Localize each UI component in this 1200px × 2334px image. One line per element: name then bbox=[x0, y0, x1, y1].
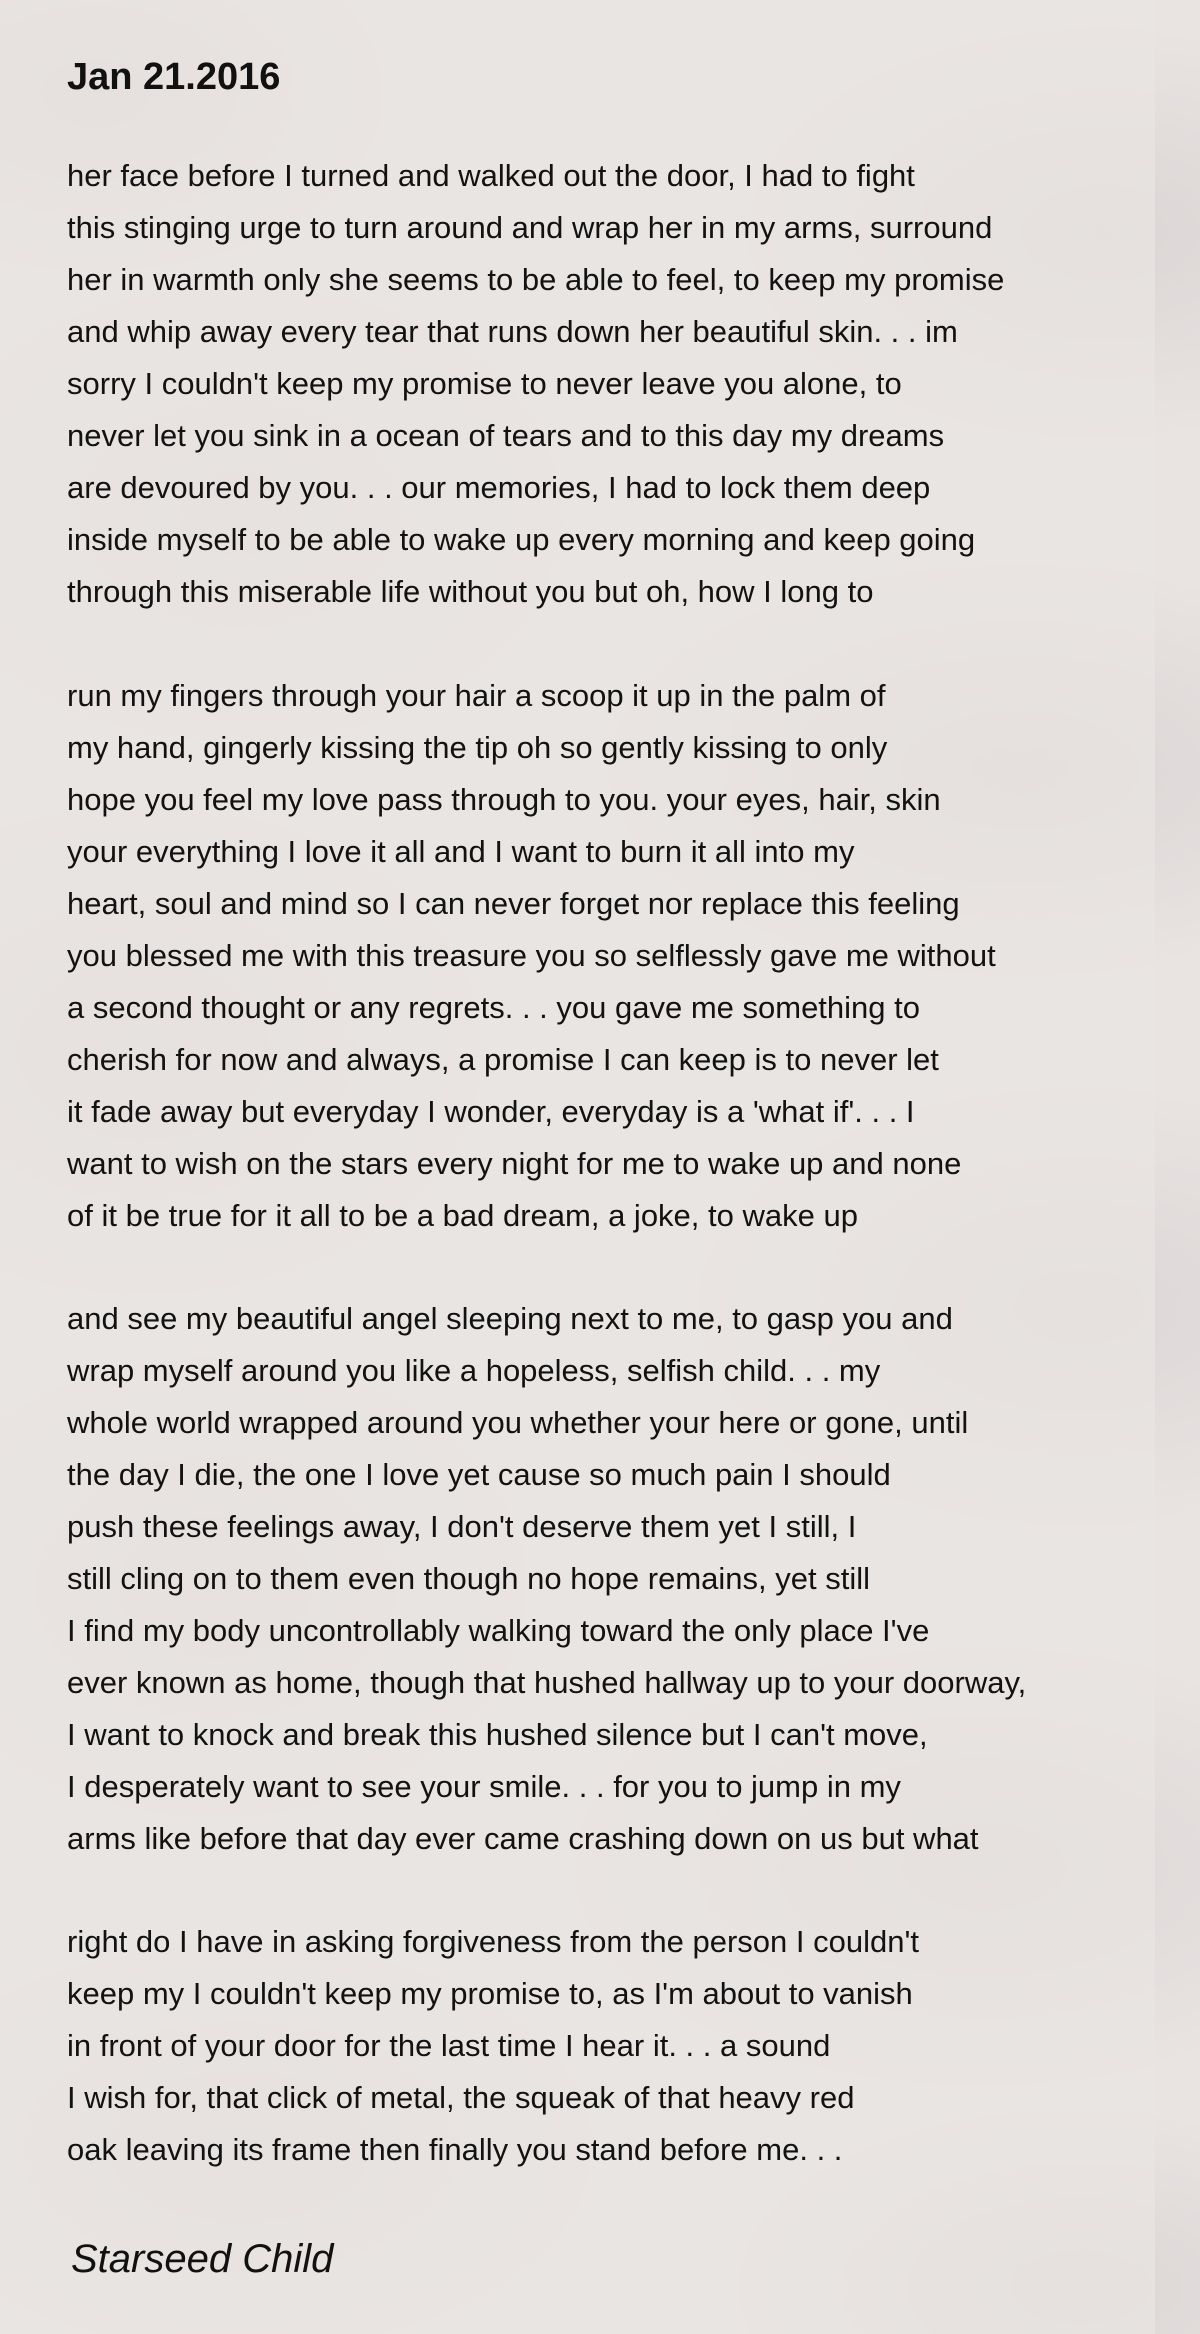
poem-line: through this miserable life without you but oh, how I long to bbox=[67, 574, 874, 609]
poem-author: Starseed Child bbox=[71, 2237, 334, 2281]
poem-line: I want to knock and break this hushed silence but I can't move, bbox=[67, 1717, 928, 1752]
stanza-3 bbox=[67, 1293, 1026, 1865]
poem-title: Jan 21.2016 bbox=[67, 56, 281, 98]
poem-line: want to wish on the stars every night for me to wake up and none bbox=[67, 1146, 962, 1181]
poem-line: arms like before that day ever came crashing down on us but what bbox=[67, 1821, 979, 1856]
poem-line: are devoured by you. . . our memories, I had to lock them deep bbox=[67, 470, 931, 505]
poem-line: hope you feel my love pass through to you. your eyes, hair, skin bbox=[67, 782, 941, 817]
stanza-4 bbox=[67, 1916, 919, 2176]
poem-line: her face before I turned and walked out the door, I had to fight bbox=[67, 158, 915, 193]
poem-line: right do I have in asking forgiveness from the person I couldn't bbox=[67, 1924, 920, 1959]
poem-line: run my fingers through your hair a scoop it up in the palm of bbox=[67, 678, 886, 713]
poem-line: oak leaving its frame then finally you stand before me. . . bbox=[67, 2132, 843, 2167]
poem-line: I find my body uncontrollably walking toward the only place I've bbox=[67, 1613, 930, 1648]
poem-line: the day I die, the one I love yet cause so much pain I should bbox=[67, 1457, 891, 1492]
poem-line: ever known as home, though that hushed hallway up to your doorway, bbox=[67, 1665, 1027, 1700]
poem-line: a second thought or any regrets. . . you gave me something to bbox=[67, 990, 920, 1025]
poem-line: heart, soul and mind so I can never forget nor replace this feeling bbox=[67, 886, 960, 921]
poem-line: in front of your door for the last time I hear it. . . a sound bbox=[67, 2028, 831, 2063]
poem-line: your everything I love it all and I want to burn it all into my bbox=[67, 834, 855, 869]
poem-line: inside myself to be able to wake up every morning and keep going bbox=[67, 522, 976, 557]
stanza-2 bbox=[67, 670, 996, 1242]
poem-line: you blessed me with this treasure you so selflessly gave me without bbox=[67, 938, 996, 973]
poem-line: sorry I couldn't keep my promise to never leave you alone, to bbox=[67, 366, 902, 401]
poem-line: wrap myself around you like a hopeless, selfish child. . . my bbox=[67, 1353, 881, 1388]
stanza-1 bbox=[67, 150, 1004, 618]
poem-line: it fade away but everyday I wonder, everyday is a 'what if'. . . I bbox=[67, 1094, 915, 1129]
poem-line: I desperately want to see your smile. . . for you to jump in my bbox=[67, 1769, 901, 1804]
poem-line: my hand, gingerly kissing the tip oh so gently kissing to only bbox=[67, 730, 888, 765]
poem-line: whole world wrapped around you whether your here or gone, until bbox=[67, 1405, 969, 1440]
poem-line: cherish for now and always, a promise I can keep is to never let bbox=[67, 1042, 939, 1077]
poem-line: keep my I couldn't keep my promise to, as I'm about to vanish bbox=[67, 1976, 913, 2011]
poem-line: never let you sink in a ocean of tears and to this day my dreams bbox=[67, 418, 945, 453]
poem-line: still cling on to them even though no hope remains, yet still bbox=[67, 1561, 871, 1596]
poem-line: push these feelings away, I don't deserve them yet I still, I bbox=[67, 1509, 857, 1544]
poem-line: her in warmth only she seems to be able to feel, to keep my promise bbox=[67, 262, 1005, 297]
poem-line: this stinging urge to turn around and wrap her in my arms, surround bbox=[67, 210, 993, 245]
poem-line: and see my beautiful angel sleeping next to me, to gasp you and bbox=[67, 1301, 953, 1336]
poem-line: and whip away every tear that runs down her beautiful skin. . . im bbox=[67, 314, 958, 349]
poem-line: I wish for, that click of metal, the squeak of that heavy red bbox=[67, 2080, 855, 2115]
poem-line: of it be true for it all to be a bad dream, a joke, to wake up bbox=[67, 1198, 858, 1233]
